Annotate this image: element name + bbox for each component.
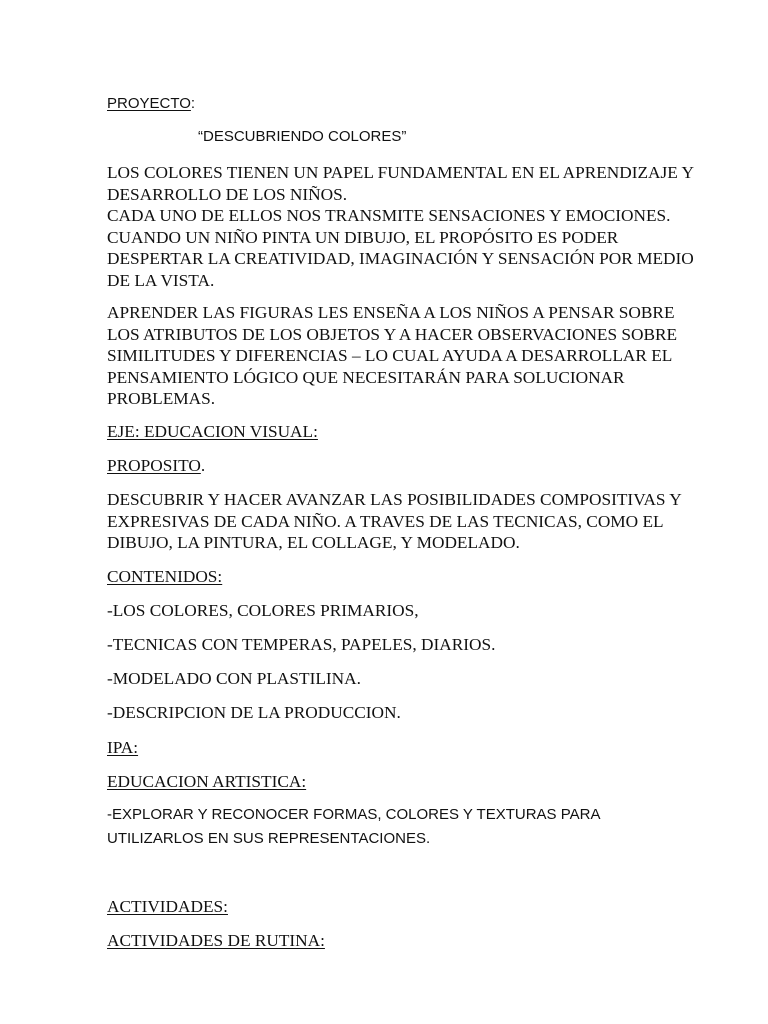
ipa-heading: IPA: xyxy=(107,738,139,757)
intro-line: CUANDO UN NIÑO PINTA UN DIBUJO, EL PROPÓSITO ES PODER xyxy=(107,227,619,247)
intro-line: LOS COLORES TIENEN UN PAPEL FUNDAMENTAL EN EL APRENDIZAJE Y xyxy=(107,163,694,182)
project-colon: : xyxy=(190,95,196,112)
purpose-line: DIBUJO, LA PINTURA, EL COLLAGE, Y MODELADO. xyxy=(107,533,520,552)
intro-line: DE LA VISTA. xyxy=(107,270,215,290)
art-paragraph xyxy=(107,803,707,851)
contents-item: -DESCRIPCION DE LA PRODUCCION. xyxy=(107,703,401,722)
intro-line: DESARROLLO DE LOS NIÑOS. xyxy=(107,184,348,204)
intro-line: DESPERTAR LA CREATIVIDAD, IMAGINACIÓN Y SENSACIÓN POR MEDIO xyxy=(107,249,694,268)
intro-paragraph xyxy=(107,162,707,291)
purpose-heading-text: PROPOSITO xyxy=(107,456,201,475)
purpose-line: EXPRESIVAS DE CADA NIÑO. A TRAVES DE LAS TECNICAS, COMO EL xyxy=(107,511,664,531)
contents-item: -LOS COLORES, COLORES PRIMARIOS, xyxy=(107,601,419,620)
figures-line: LOS ATRIBUTOS DE LOS OBJETOS Y A HACER OBSERVACIONES SOBRE xyxy=(107,324,678,344)
art-line: -EXPLORAR Y RECONOCER FORMAS, COLORES Y TEXTURAS PARA xyxy=(107,806,601,823)
intro-line: CADA UNO DE ELLOS NOS TRANSMITE SENSACIONES Y EMOCIONES. xyxy=(107,206,671,225)
purpose-period: . xyxy=(200,456,206,475)
contents-item: -MODELADO CON PLASTILINA. xyxy=(107,669,361,688)
project-title: “DESCUBRIENDO COLORES” xyxy=(198,128,407,145)
figures-paragraph xyxy=(107,302,707,410)
purpose-paragraph xyxy=(107,489,707,554)
project-heading xyxy=(107,92,707,116)
project-label: PROYECTO xyxy=(107,95,191,112)
art-heading: EDUCACION ARTISTICA: xyxy=(107,772,307,791)
activities-heading: ACTIVIDADES: xyxy=(107,897,228,916)
figures-line: PROBLEMAS. xyxy=(107,389,216,408)
purpose-line: DESCUBRIR Y HACER AVANZAR LAS POSIBILIDADES COMPOSITIVAS Y xyxy=(107,490,682,509)
axis-heading: EJE: EDUCACION VISUAL: xyxy=(107,422,318,441)
routine-activities-heading: ACTIVIDADES DE RUTINA: xyxy=(107,931,325,950)
figures-line: PENSAMIENTO LÓGICO QUE NECESITARÁN PARA SOLUCIONAR xyxy=(107,367,625,387)
contents-heading: CONTENIDOS: xyxy=(107,567,223,586)
figures-line: APRENDER LAS FIGURAS LES ENSEÑA A LOS NIÑOS A PENSAR SOBRE xyxy=(107,303,675,322)
figures-line: SIMILITUDES Y DIFERENCIAS – LO CUAL AYUDA A DESARROLLAR EL xyxy=(107,346,673,365)
contents-item: -TECNICAS CON TEMPERAS, PAPELES, DIARIOS. xyxy=(107,635,496,654)
purpose-heading xyxy=(107,455,707,477)
art-line: UTILIZARLOS EN SUS REPRESENTACIONES. xyxy=(107,830,431,847)
